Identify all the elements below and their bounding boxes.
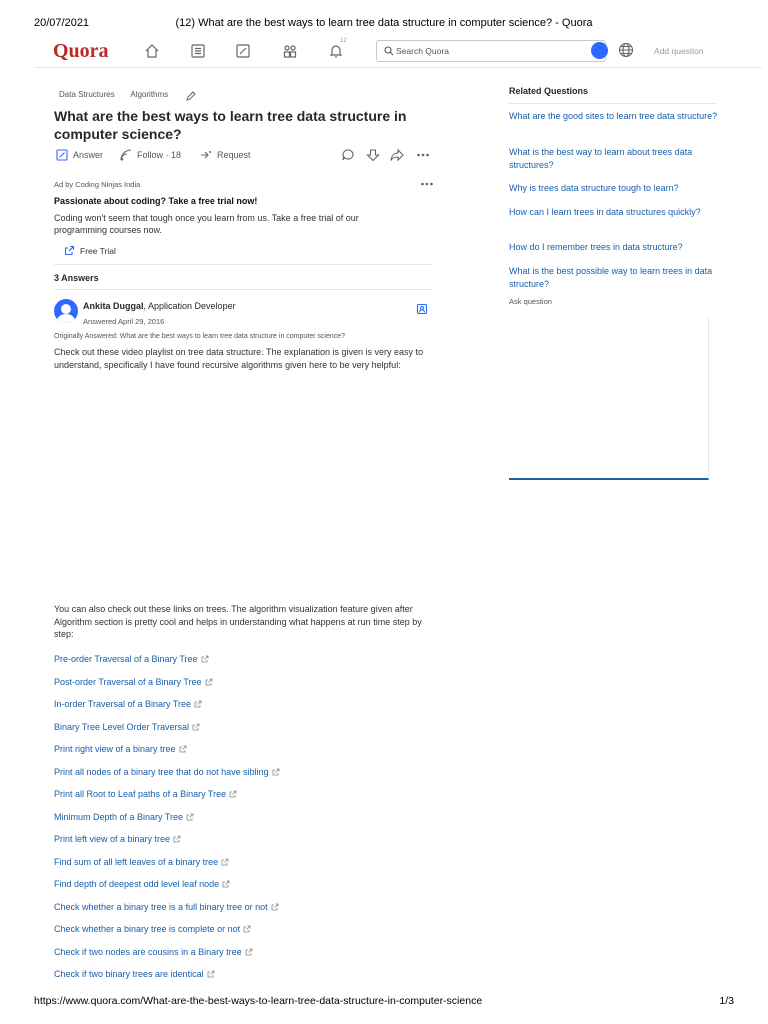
edit-topics-icon[interactable]	[186, 88, 196, 98]
answer-date[interactable]: Answered April 29, 2016	[83, 317, 165, 326]
request-button[interactable]	[200, 149, 251, 161]
answer-link[interactable]	[54, 857, 229, 867]
answer-paragraph: You can also check out these links on trees. The algorithm visualization feature given after Algorithm section is pretty cool and helps in understanding what happens at run time step by step:	[54, 604, 422, 639]
external-link-icon	[272, 768, 280, 776]
pencil-icon	[56, 149, 68, 161]
external-link-icon	[245, 948, 253, 956]
answer-link[interactable]	[54, 969, 215, 979]
external-link-icon	[179, 745, 187, 753]
related-question-link[interactable]: Why is trees data structure tough to learn?	[509, 183, 679, 193]
external-link-icon	[194, 700, 202, 708]
answer-icon[interactable]	[235, 43, 251, 59]
answer-link-label: Find sum of all left leaves of a binary tree	[54, 856, 219, 867]
user-avatar[interactable]	[591, 42, 608, 59]
external-link-icon	[221, 858, 229, 866]
external-link-icon	[271, 903, 279, 911]
answer-link-label: Pre-order Traversal of a Binary Tree	[54, 654, 198, 664]
notifications-icon[interactable]	[328, 43, 344, 59]
answers-count: 3 Answers	[54, 273, 99, 283]
author-credential: , Application Developer	[143, 301, 236, 311]
external-link-icon	[207, 970, 215, 978]
related-questions-title: Related Questions	[509, 86, 589, 96]
request-label: Request	[217, 150, 251, 160]
answer-link[interactable]	[54, 947, 253, 957]
follow-icon	[120, 149, 132, 161]
answer-button[interactable]	[56, 149, 103, 161]
answer-link-label: Print all nodes of a binary tree that do not have sibling	[54, 766, 269, 777]
external-link-icon	[64, 245, 75, 256]
author-name[interactable]: Ankita Duggal	[83, 301, 144, 311]
related-question-link[interactable]: What is the best way to learn about trees data structures?	[509, 147, 693, 170]
home-icon[interactable]	[144, 43, 160, 59]
answer-link[interactable]	[54, 767, 280, 777]
downvote-icon[interactable]	[366, 148, 380, 162]
external-link-icon	[243, 925, 251, 933]
ad-sponsor: Ad by Coding Ninjas India	[54, 180, 141, 189]
print-page-number: 1/3	[719, 995, 734, 1007]
request-icon	[200, 149, 212, 161]
search-bar[interactable]	[376, 40, 606, 62]
answer-link-label: Print right view of a binary tree	[54, 744, 176, 754]
divider	[54, 289, 432, 290]
answer-link[interactable]	[54, 879, 230, 889]
originally-answered: Originally Answered: What are the best ways to learn tree data structure in computer science?	[54, 333, 346, 340]
comment-icon[interactable]	[341, 148, 355, 162]
answer-link-label: In-order Traversal of a Binary Tree	[54, 699, 192, 709]
external-link-icon	[186, 813, 194, 821]
ask-question-link[interactable]: Ask question	[509, 297, 552, 306]
answer-link-label: Find depth of deepest odd level leaf node	[54, 879, 220, 889]
question-title: What are the best ways to learn tree data structure in computer science?	[54, 108, 407, 142]
answer-label: Answer	[73, 150, 104, 160]
follow-button[interactable]	[120, 149, 181, 161]
answer-link[interactable]	[54, 789, 237, 799]
notification-count: 12	[340, 38, 347, 44]
author-avatar[interactable]	[54, 299, 78, 323]
answer-link[interactable]	[54, 812, 194, 822]
answer-paragraph: Check out these video playlist on tree data structure. The explanation is given is very easy to understand, specifically I have found recursive algorithms given here to be very helpful:	[54, 347, 424, 370]
globe-icon[interactable]	[618, 42, 634, 58]
external-link-icon	[229, 790, 237, 798]
free-trial-link[interactable]	[64, 245, 116, 256]
more-options-icon[interactable]	[416, 148, 430, 162]
related-question-link[interactable]: How can I learn trees in data structures quickly?	[509, 207, 701, 217]
search-input[interactable]	[396, 44, 596, 58]
ad-body: Coding won't seem that tough once you learn from us. Take a free trial of our programming courses now.	[54, 213, 359, 235]
free-trial-label: Free Trial	[80, 245, 116, 256]
external-link-icon	[192, 723, 200, 731]
external-link-icon	[205, 678, 213, 686]
related-question-link[interactable]: How do I remember trees in data structure?	[509, 242, 683, 252]
answer-link-label: Check if two binary trees are identical	[54, 969, 204, 979]
search-icon	[384, 46, 394, 56]
divider	[54, 264, 432, 265]
answer-link-label: Minimum Depth of a Binary Tree	[54, 811, 184, 822]
answer-link-label: Check whether a binary tree is complete or not	[54, 924, 241, 934]
answer-link-label: Print all Root to Leaf paths of a Binary Tree	[54, 789, 227, 799]
answer-link-label: Post-order Traversal of a Binary Tree	[54, 676, 202, 687]
print-title: (12) What are the best ways to learn tree data structure in computer science? - Quora	[175, 17, 593, 29]
answer-link[interactable]	[54, 699, 202, 709]
answer-link[interactable]	[54, 924, 251, 934]
share-arrow-icon[interactable]	[390, 148, 404, 162]
answer-link-label: Print left view of a binary tree	[54, 834, 171, 844]
ad-headline[interactable]: Passionate about coding? Take a free trial now!	[54, 196, 258, 206]
external-link-icon	[201, 655, 209, 663]
topic-tags	[59, 90, 182, 99]
external-link-icon	[222, 880, 230, 888]
sidebar-ad-slot	[509, 318, 709, 480]
related-question-link[interactable]: What are the good sites to learn tree data structure?	[509, 111, 718, 121]
external-link-icon	[173, 835, 181, 843]
answer-link[interactable]	[54, 744, 187, 754]
answer-link-label: Binary Tree Level Order Traversal	[54, 721, 190, 732]
answer-link[interactable]	[54, 834, 181, 844]
topic-tag[interactable]: Algorithms	[130, 90, 169, 99]
related-question-link[interactable]: What is the best possible way to learn trees in data structure?	[509, 266, 713, 289]
answer-link[interactable]	[54, 677, 213, 687]
question-actions	[54, 148, 434, 164]
add-question-button[interactable]: Add question	[654, 46, 704, 56]
topic-tag[interactable]: Data Structures	[59, 90, 115, 99]
answer-link[interactable]	[54, 654, 209, 664]
answer-link-label: Check if two nodes are cousins in a Binary tree	[54, 946, 242, 957]
answer-link[interactable]	[54, 722, 200, 732]
ad-more-icon[interactable]	[420, 177, 434, 194]
quora-logo[interactable]: Quora	[53, 40, 109, 62]
print-url: https://www.quora.com/What-are-the-best-ways-to-learn-tree-data-structure-in-computer-science	[34, 995, 483, 1007]
print-date: 20/07/2021	[34, 17, 90, 29]
top-navigation	[34, 34, 762, 68]
bookmark-icon[interactable]	[416, 302, 428, 314]
spaces-icon[interactable]	[282, 43, 298, 59]
answer-link-label: Check whether a binary tree is a full binary tree or not	[54, 901, 268, 912]
author-line	[83, 301, 236, 311]
following-icon[interactable]	[190, 43, 206, 59]
follow-label: Follow · 18	[137, 150, 182, 160]
divider	[509, 103, 717, 104]
answer-link[interactable]	[54, 902, 279, 912]
